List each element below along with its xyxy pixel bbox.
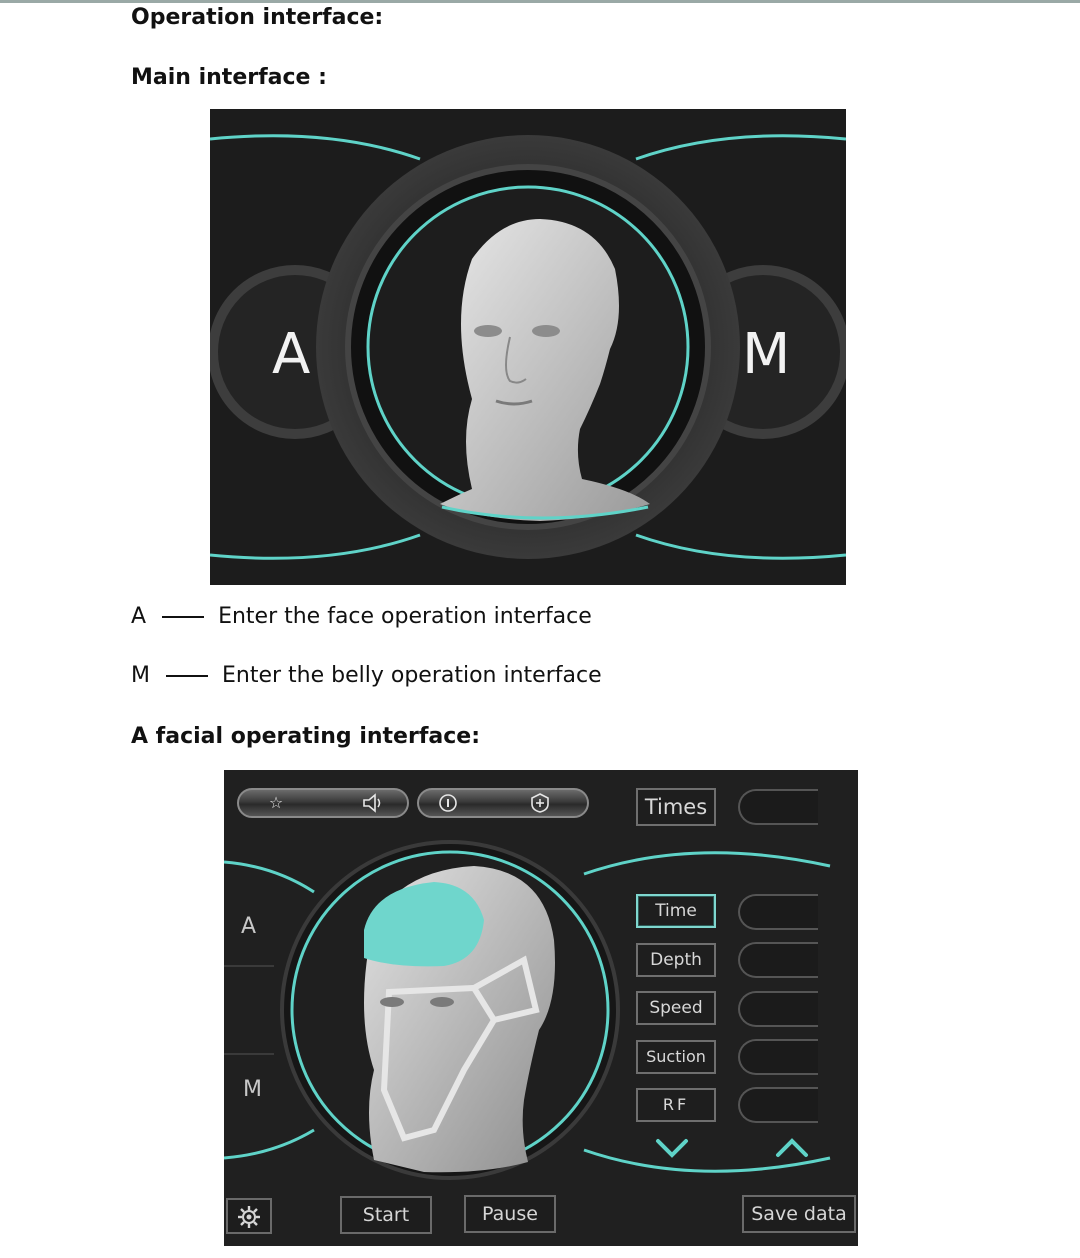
param-suction-value[interactable] — [738, 1039, 818, 1075]
param-speed-value[interactable] — [738, 991, 818, 1027]
star-icon[interactable]: ☆ — [268, 793, 284, 812]
legend-dash — [166, 675, 208, 677]
legend-a — [131, 604, 592, 629]
param-speed-button[interactable]: Speed — [636, 991, 716, 1025]
chevron-up-icon[interactable] — [774, 1136, 810, 1160]
legend-m-key: M — [131, 663, 150, 688]
start-button[interactable]: Start — [340, 1196, 432, 1234]
main-a-button[interactable]: A — [272, 322, 311, 387]
legend-m-text: Enter the belly operation interface — [221, 663, 602, 688]
top-icon-bar — [237, 788, 589, 818]
settings-button[interactable] — [226, 1198, 272, 1234]
param-rf-value[interactable] — [738, 1087, 818, 1123]
main-interface-panel — [210, 109, 846, 585]
heading-main: Main interface : — [131, 65, 327, 90]
shield-plus-icon[interactable] — [529, 792, 551, 814]
legend-a-text: Enter the face operation interface — [218, 604, 592, 629]
param-time-value[interactable] — [738, 894, 818, 930]
legend-a-key: A — [131, 604, 147, 629]
param-suction-button[interactable]: Suction — [636, 1040, 716, 1074]
legend-dash — [162, 616, 204, 618]
param-rf-button[interactable]: RF — [636, 1088, 716, 1122]
times-value-box[interactable] — [738, 789, 818, 825]
param-depth-value[interactable] — [738, 942, 818, 978]
speaker-icon[interactable] — [361, 792, 383, 814]
side-tab-a[interactable]: A — [241, 914, 257, 939]
facial-interface-panel — [224, 770, 858, 1246]
gear-icon — [236, 1204, 262, 1230]
side-tab-m[interactable]: M — [243, 1077, 262, 1102]
legend-m — [131, 663, 602, 688]
save-data-button[interactable]: Save data — [742, 1195, 856, 1233]
pause-button[interactable]: Pause — [464, 1195, 556, 1233]
icon-bar-segment-left — [237, 788, 409, 818]
param-time-button[interactable]: Time — [636, 894, 716, 928]
chevron-down-icon[interactable] — [654, 1136, 690, 1160]
heading-operation: Operation interface: — [131, 5, 384, 30]
top-rule — [0, 0, 1080, 3]
main-m-button[interactable]: M — [742, 322, 791, 387]
times-label: Times — [636, 788, 716, 826]
info-icon[interactable] — [437, 792, 459, 814]
heading-facial: A facial operating interface: — [131, 724, 481, 749]
param-depth-button[interactable]: Depth — [636, 943, 716, 977]
